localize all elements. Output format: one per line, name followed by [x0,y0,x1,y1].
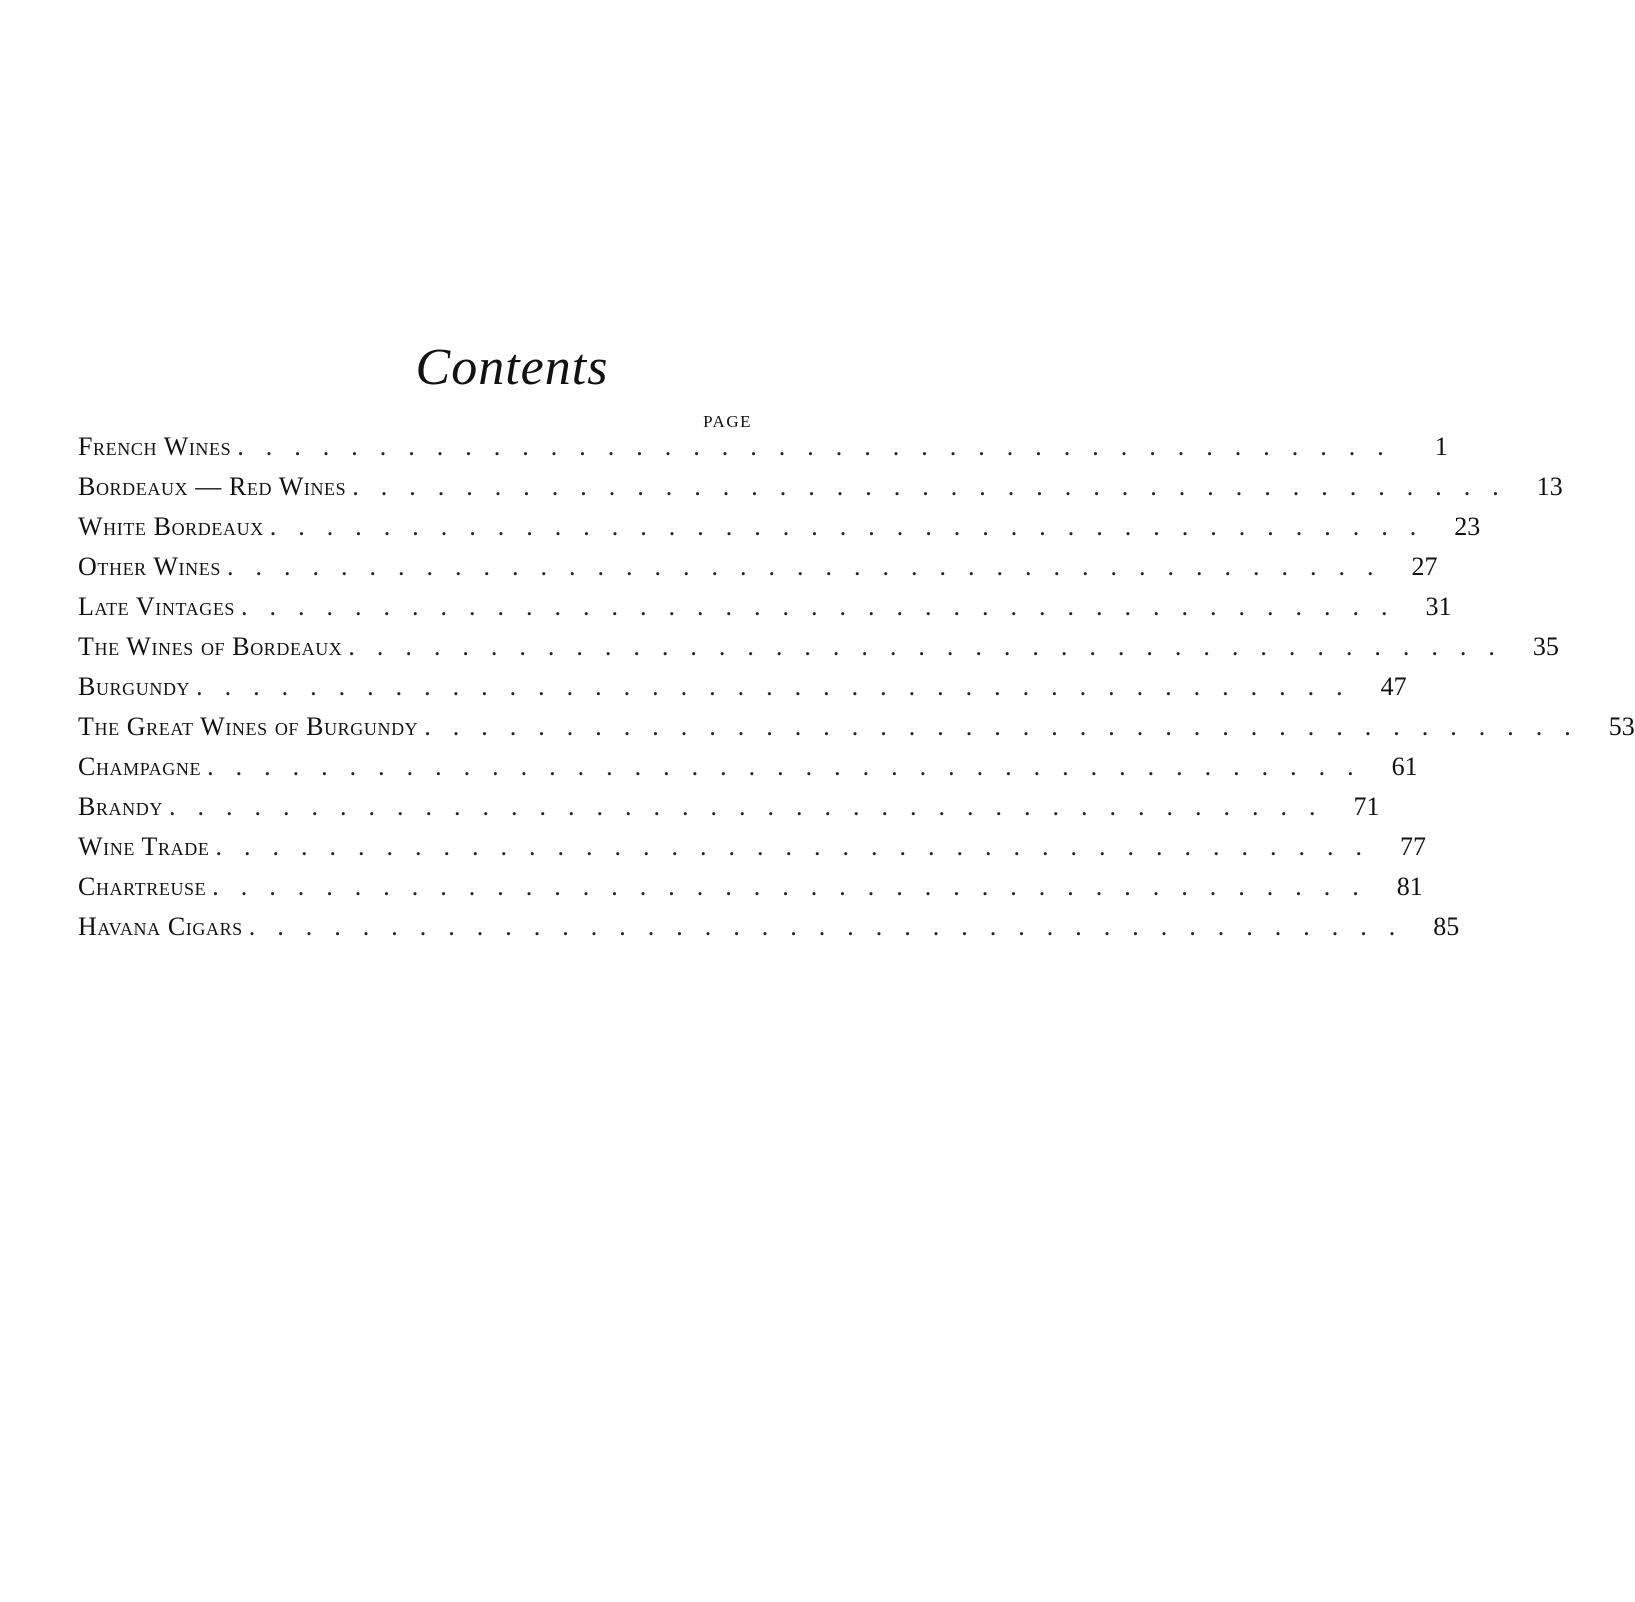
toc-entry[interactable] [78,552,1438,592]
toc-entry-title: Other Wines [78,552,221,581]
dot-leader: ......................................... [248,912,1418,941]
toc-entry[interactable] [78,672,1407,712]
toc-entry-title: Brandy [78,792,163,821]
toc-entry[interactable] [78,712,1635,752]
toc-entry-title: Chartreuse [78,872,207,901]
toc-entry-page: 23 [1454,512,1481,541]
toc-entry-title: The Wines of Bordeaux [78,632,343,661]
toc-entry-page: 47 [1380,672,1407,701]
dot-leader: ......................................... [226,552,1396,581]
toc-entry[interactable] [78,512,1481,552]
dot-leader: ......................................... [215,832,1384,861]
toc-entry-title: The Great Wines of Burgundy [78,712,419,741]
toc-entry-title: Champagne [78,752,202,781]
toc-entry[interactable] [78,592,1452,632]
toc-entry-page: 71 [1353,792,1380,821]
dot-leader: ......................................... [212,872,1381,901]
toc-entry[interactable] [78,792,1380,832]
toc-entry-page: 53 [1608,712,1635,741]
toc-entry-page: 31 [1425,592,1452,621]
dot-leader: ......................................... [424,712,1593,741]
toc-entry-title: Havana Cigars [78,912,243,941]
dot-leader: ......................................... [207,752,1376,781]
toc-entry[interactable] [78,872,1423,912]
toc-entry-title: Late Vintages [78,592,236,621]
dot-leader: ......................................... [196,672,1365,701]
toc-entry-page: 61 [1391,752,1418,781]
dot-leader: ......................................... [352,472,1521,501]
toc-entry[interactable] [78,912,1460,952]
toc-entry-page: 77 [1399,832,1426,861]
toc-entry-page: 85 [1433,912,1460,941]
toc-entry-page: 1 [1434,432,1448,461]
toc-entry-page: 81 [1396,872,1423,901]
dot-leader: ......................................... [168,792,1338,821]
toc-entry-page: 13 [1536,472,1563,501]
dot-leader: ......................................... [348,632,1517,661]
toc-entry-title: White Bordeaux [78,512,264,541]
toc-entry-title: French Wines [78,432,232,461]
page-column-label: PAGE [703,412,752,431]
dot-leader: ......................................... [269,512,1439,541]
toc-entry[interactable] [78,752,1418,792]
toc-entry[interactable] [78,832,1426,872]
page-title: Contents [415,339,609,396]
toc-entry-title: Wine Trade [78,832,210,861]
table-of-contents [78,432,1635,952]
dot-leader: ......................................... [241,592,1410,621]
dot-leader: ......................................... [237,432,1406,461]
toc-entry-title: Burgundy [78,672,191,701]
toc-entry[interactable] [78,632,1559,672]
toc-entry-page: 27 [1411,552,1438,581]
toc-entry[interactable] [78,472,1563,512]
toc-entry-title: Bordeaux — Red Wines [78,472,347,501]
toc-entry[interactable] [78,432,1448,472]
toc-entry-page: 35 [1532,632,1559,661]
